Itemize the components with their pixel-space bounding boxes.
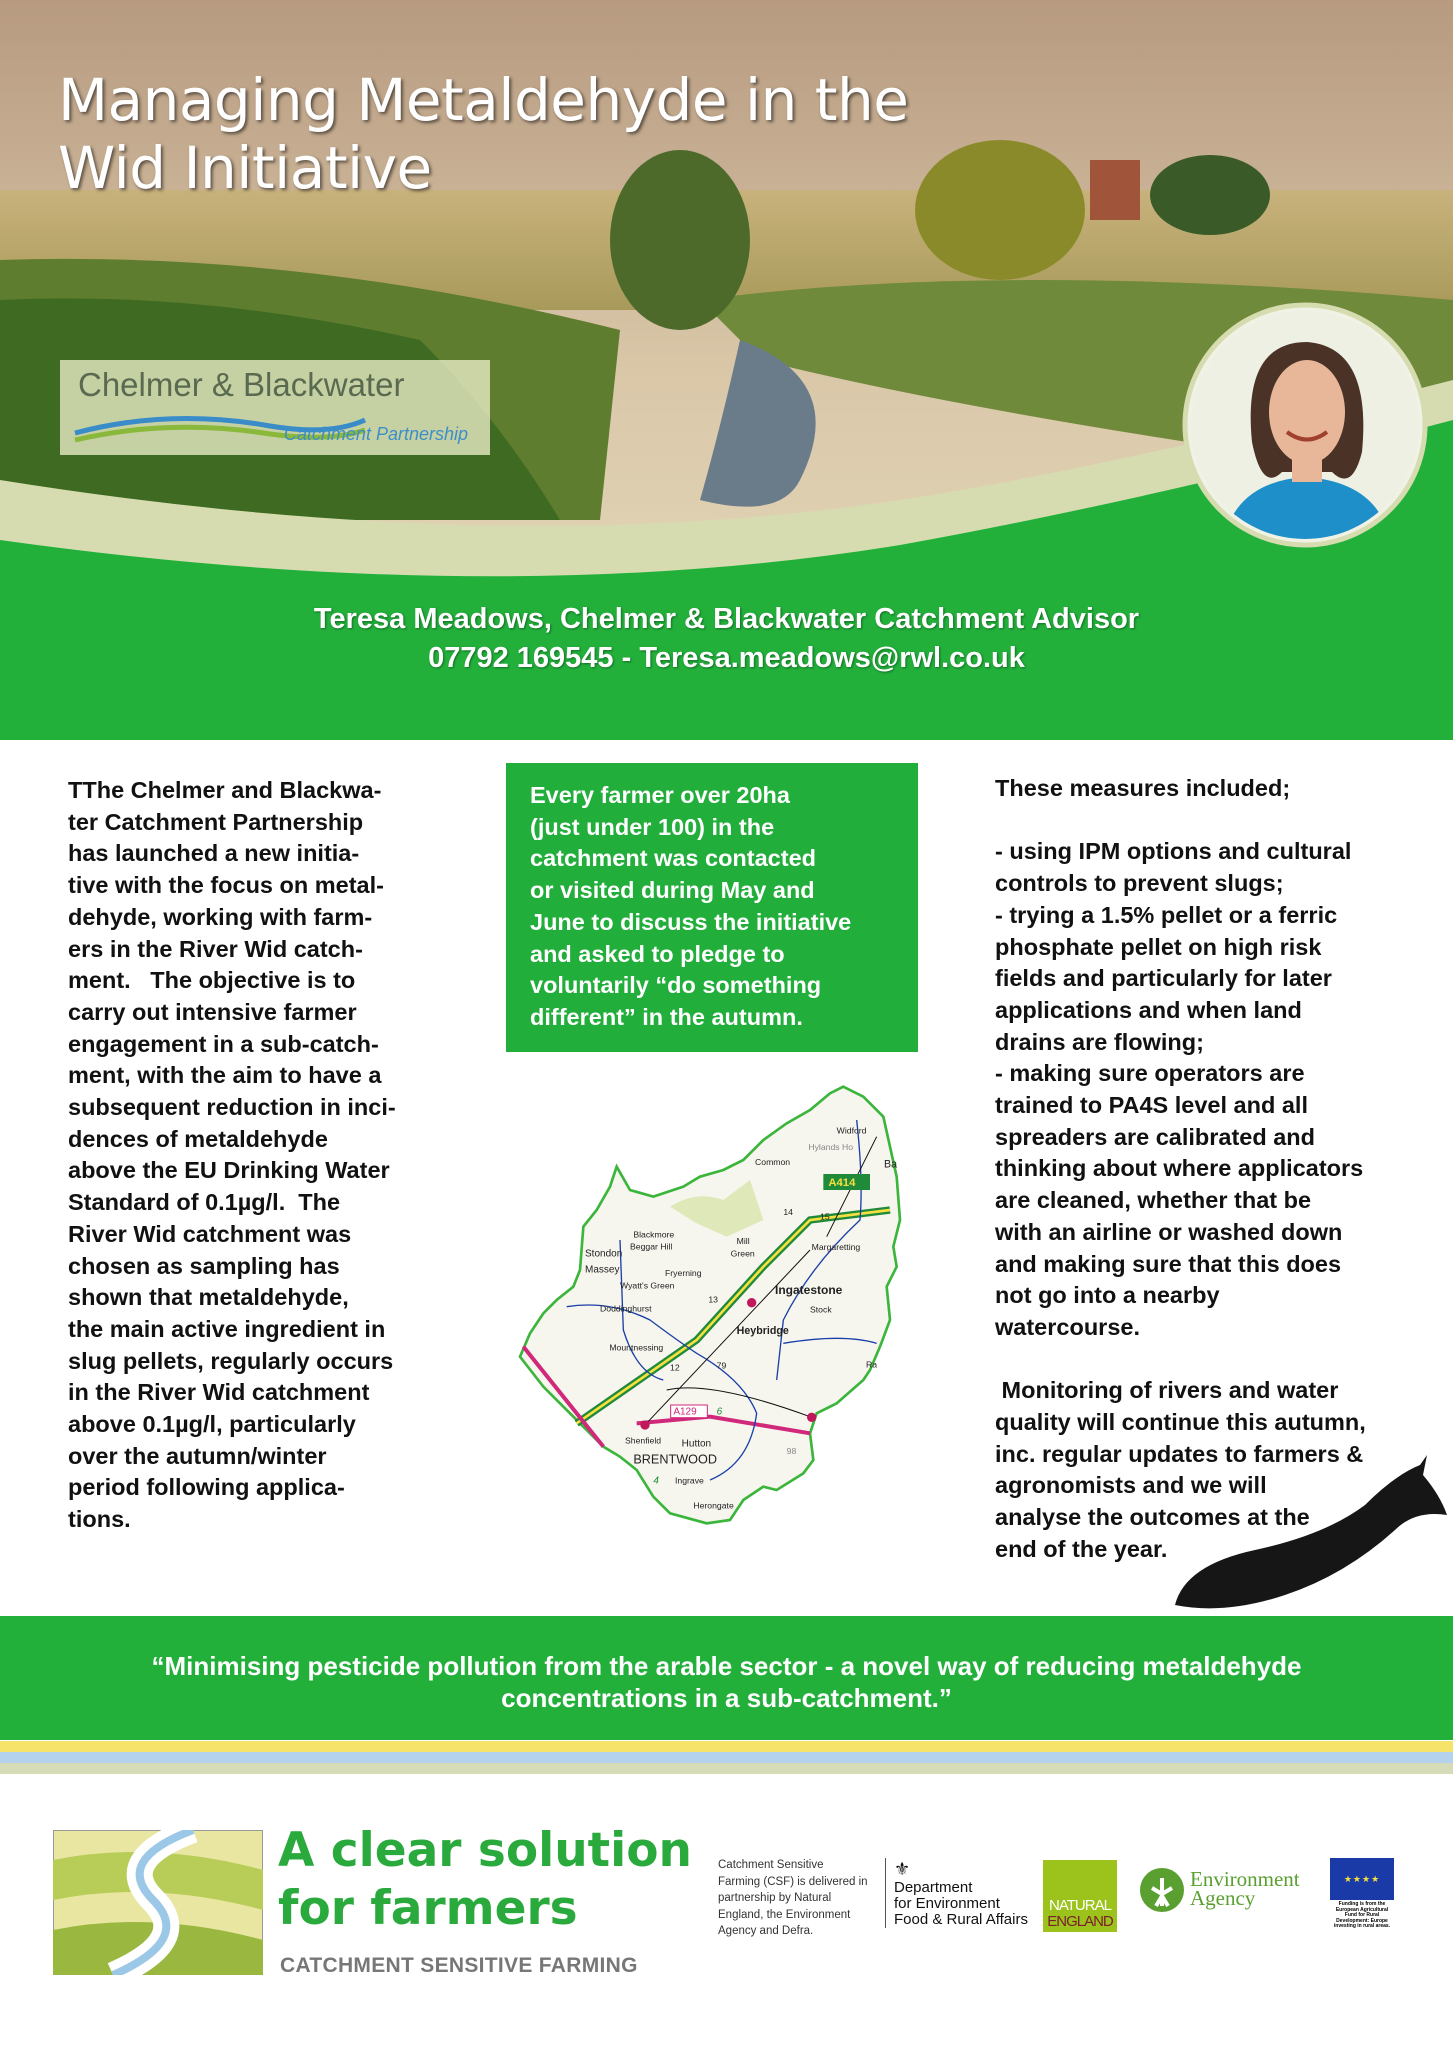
contact-details <box>0 600 1453 678</box>
map-label: Stock <box>810 1304 832 1315</box>
text-line: ment. The objective is to <box>68 967 356 994</box>
text-line: applications and when land <box>995 996 1302 1023</box>
map-label: Widford <box>836 1125 867 1136</box>
text-line: shown that metaldehyde, <box>68 1284 349 1311</box>
ea-line-1: Environment <box>1190 1867 1300 1891</box>
text-line: dences of metaldehyde <box>68 1125 328 1152</box>
defra-logo <box>885 1858 1028 1928</box>
text-line: (just under 100) in the <box>530 813 775 840</box>
map-label: Hylands Ho <box>808 1142 854 1152</box>
ne-line-2: ENGLAND <box>1047 1913 1113 1930</box>
map-label: Common <box>755 1157 791 1167</box>
text-line: quality will continue this autumn, <box>995 1409 1366 1436</box>
text-line: or visited during May and <box>530 877 815 904</box>
text-line: tive with the focus on metal- <box>68 872 384 899</box>
map-label: Wyatt's Green <box>620 1280 675 1291</box>
map-label: Beggar Hill <box>630 1241 673 1252</box>
text-line: catchment was contacted <box>530 845 817 872</box>
stripe-blue <box>0 1752 1453 1763</box>
ea-line-2: Agency <box>1190 1886 1256 1910</box>
eu-funding-logo <box>1330 1858 1394 1930</box>
text-line: - making sure operators are <box>995 1060 1305 1087</box>
text-line: controls to prevent slugs; <box>995 870 1284 897</box>
text-line: fields and particularly for later <box>995 965 1332 992</box>
map-label: Fryerning <box>665 1268 702 1278</box>
map-label: 98 <box>786 1446 797 1456</box>
text-line: Monitoring of rivers and water <box>995 1377 1339 1404</box>
map-label: 15 <box>820 1211 830 1222</box>
eu-funding-note: Funding is from the European Agricultural Fund for Rural Development: Europe investing in rural areas. <box>1333 1901 1391 1929</box>
map-label: 6 <box>716 1406 723 1418</box>
csf-logo-graphic <box>53 1830 263 1975</box>
map-label: 13 <box>708 1294 718 1305</box>
map-label: Mill <box>736 1236 750 1246</box>
text-line: over the autumn/winter <box>68 1442 327 1469</box>
text-line: the main active ingredient in <box>68 1315 386 1342</box>
text-line: and making sure that this does <box>995 1250 1342 1277</box>
quote-line-1: “Minimising pesticide pollution from the arable sector - a novel way of reducing metaldehyde <box>151 1651 1302 1681</box>
text-line: different” in the autumn. <box>530 1003 803 1030</box>
crest-icon: ⚜ <box>894 1859 911 1879</box>
csf-tagline-line-1: A clear solution <box>278 1823 693 1878</box>
callout-box <box>506 763 918 1052</box>
text-line <box>995 1344 1366 1376</box>
text-line: agronomists and we will <box>995 1472 1267 1499</box>
map-label: Hutton <box>681 1438 712 1450</box>
text-line <box>995 805 1366 837</box>
advisor-phone-email[interactable]: 07792 169545 - Teresa.meadows@rwl.co.uk <box>428 642 1025 674</box>
partner-logo-name: Chelmer & Blackwater <box>78 366 405 403</box>
defra-line: Food & Rural Affairs <box>894 1911 1028 1928</box>
map-label: 14 <box>783 1207 793 1217</box>
text-line: not go into a nearby <box>995 1282 1220 1309</box>
text-line: trained to PA4S level and all <box>995 1092 1308 1119</box>
text-line: with an airline or washed down <box>995 1218 1343 1245</box>
map-label: Ra <box>866 1359 878 1370</box>
text-line: has launched a new initia- <box>68 840 360 867</box>
text-line: chosen as sampling has <box>68 1252 340 1279</box>
stripe-olive <box>0 1763 1453 1774</box>
map-label: Ingrave <box>675 1475 704 1486</box>
environment-agency-logo <box>1190 1867 1300 1910</box>
csf-tagline <box>278 1822 692 1938</box>
eu-flag-icon: ★★★★ <box>1330 1858 1394 1900</box>
text-line: and asked to pledge to <box>530 940 785 967</box>
natural-england-logo <box>1043 1860 1117 1932</box>
csf-subtitle: CATCHMENT SENSITIVE FARMING <box>280 1954 638 1977</box>
text-line: drains are flowing; <box>995 1028 1204 1055</box>
slug-image <box>1165 1455 1450 1620</box>
text-line: voluntarily “do something <box>530 972 822 999</box>
map-label: Ba <box>884 1158 898 1171</box>
stripe-yellow <box>0 1741 1453 1752</box>
ne-line-1: NATURAL <box>1049 1897 1111 1914</box>
text-line: ment, with the aim to have a <box>68 1062 382 1089</box>
text-line: June to discuss the initiative <box>530 908 852 935</box>
text-line: Every farmer over 20ha <box>530 782 790 808</box>
map-label: Mountnessing <box>609 1342 664 1353</box>
measures-text <box>995 773 1366 1566</box>
text-line: River Wid catchment was <box>68 1220 352 1247</box>
csf-partnership-note: Catchment Sensitive Farming (CSF) is delivered in partnership by Natural England, the Environment Agency and Defra. <box>718 1859 868 1937</box>
map-label: Herongate <box>693 1500 734 1511</box>
text-line: phosphate pellet on high risk <box>995 933 1322 960</box>
map-label: Blackmore <box>633 1229 675 1240</box>
map-label: Green <box>730 1248 755 1259</box>
map-label: 4 <box>653 1475 659 1487</box>
map-label-road: A129 <box>673 1406 697 1418</box>
quote-banner <box>0 1616 1453 1740</box>
text-line: above the EU Drinking Water <box>68 1157 390 1184</box>
title-line-2: Wid Initiative <box>58 134 432 202</box>
text-line: TThe Chelmer and Blackwa- <box>68 777 382 803</box>
text-line: tions. <box>68 1506 131 1533</box>
intro-text <box>68 775 396 1536</box>
advisor-name: Teresa Meadows, Chelmer & Blackwater Catchment Advisor <box>313 603 1140 635</box>
page-title <box>58 66 908 202</box>
text-line: - using IPM options and cultural <box>995 838 1352 865</box>
map-label: Shenfield <box>625 1435 662 1446</box>
defra-line: for Environment <box>894 1895 1000 1912</box>
text-line: These measures included; <box>995 775 1291 801</box>
text-line: - trying a 1.5% pellet or a ferric <box>995 901 1338 928</box>
text-line: Standard of 0.1µg/l. The <box>68 1189 341 1216</box>
map-label: 12 <box>670 1362 680 1373</box>
catchment-map <box>510 1080 910 1530</box>
text-line: in the River Wid catchment <box>68 1379 370 1406</box>
environment-agency-tree-icon <box>1138 1866 1186 1914</box>
partner-logo <box>60 360 490 455</box>
partner-logo-subtitle: Catchment Partnership <box>283 424 468 444</box>
map-label-road: A414 <box>828 1177 856 1189</box>
map-label: BRENTWOOD <box>633 1452 718 1467</box>
map-label: Doddinghurst <box>600 1303 652 1314</box>
text-line: are cleaned, whether that be <box>995 1187 1312 1214</box>
text-line: period following applica- <box>68 1474 345 1501</box>
quote-line-2: concentrations in a sub-catchment.” <box>501 1683 952 1713</box>
map-label: Massey <box>585 1264 620 1276</box>
text-line: engagement in a sub-catch- <box>68 1030 379 1057</box>
text-line: ter Catchment Partnership <box>68 808 364 835</box>
text-line: carry out intensive farmer <box>68 998 357 1025</box>
text-line: spreaders are calibrated and <box>995 1123 1316 1150</box>
map-label: Stondon <box>585 1248 623 1260</box>
text-line: thinking about where applicators <box>995 1155 1364 1182</box>
map-label: Heybridge <box>736 1325 789 1337</box>
text-line: subsequent reduction in inci- <box>68 1094 396 1121</box>
text-line: end of the year. <box>995 1535 1168 1562</box>
map-label: Ingatestone <box>775 1283 843 1297</box>
text-line: inc. regular updates to farmers & <box>995 1440 1364 1467</box>
text-line: slug pellets, regularly occurs <box>68 1347 394 1374</box>
map-label: Margaretting <box>811 1242 861 1252</box>
defra-line: Department <box>894 1879 973 1896</box>
text-line: above 0.1µg/l, particularly <box>68 1411 356 1438</box>
csf-tagline-line-2: for farmers <box>278 1881 578 1936</box>
text-line: watercourse. <box>995 1313 1140 1340</box>
map-label: 79 <box>716 1360 727 1371</box>
text-line: dehyde, working with farm- <box>68 903 373 930</box>
title-line-1: Managing Metaldehyde in the <box>58 66 909 134</box>
text-line: analyse the outcomes at the <box>995 1504 1310 1531</box>
advisor-portrait <box>1182 302 1428 548</box>
text-line: ers in the River Wid catch- <box>68 935 363 962</box>
